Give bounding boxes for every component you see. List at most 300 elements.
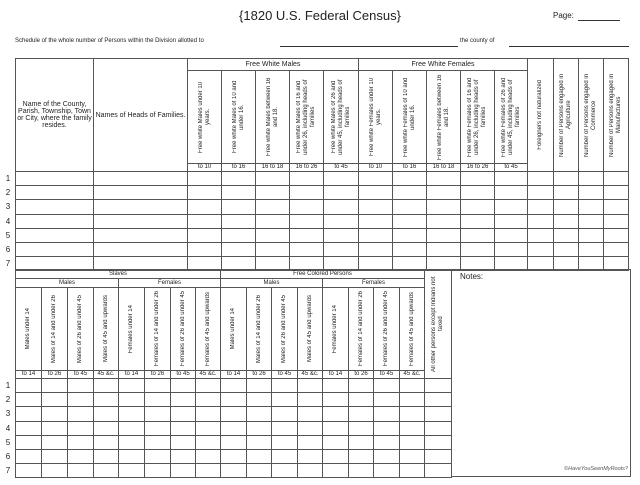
entry-cell[interactable]: [187, 171, 222, 186]
entry-cell[interactable]: [460, 228, 495, 243]
entry-cell[interactable]: [15, 199, 94, 214]
header-slaves-col-text: Females of 26 and under 45: [179, 291, 186, 367]
entry-cell[interactable]: [392, 171, 427, 186]
header-fcp-col: [220, 287, 247, 371]
entry-cell[interactable]: [67, 449, 94, 464]
entry-cell[interactable]: [195, 463, 221, 478]
entry-cell[interactable]: [220, 392, 247, 407]
entry-cell[interactable]: [297, 378, 323, 393]
entry-cell[interactable]: [323, 228, 359, 243]
entry-cell[interactable]: [15, 463, 42, 478]
entry-cell[interactable]: [399, 421, 425, 436]
header-fwm-col: [323, 70, 359, 164]
entry-cell[interactable]: [41, 406, 68, 421]
entry-cell[interactable]: [322, 421, 349, 436]
entry-cell[interactable]: [170, 378, 196, 393]
entry-cell[interactable]: [271, 435, 298, 450]
entry-cell[interactable]: [170, 463, 196, 478]
entry-cell[interactable]: [289, 199, 324, 214]
entry-cell[interactable]: [392, 185, 427, 200]
entry-cell[interactable]: [297, 463, 323, 478]
entry-cell[interactable]: [399, 463, 425, 478]
entry-cell[interactable]: [15, 378, 42, 393]
entry-cell[interactable]: [373, 406, 400, 421]
header-fcp-range-text: to 26: [354, 371, 368, 377]
entry-cell[interactable]: [289, 242, 324, 257]
entry-cell[interactable]: [323, 242, 359, 257]
header-slaves-col-text: Females of 45 and upwards: [204, 291, 211, 367]
entry-cell[interactable]: [41, 392, 68, 407]
entry-cell[interactable]: [221, 242, 256, 257]
entry-cell[interactable]: [67, 392, 94, 407]
entry-cell[interactable]: [348, 392, 374, 407]
entry-cell[interactable]: [246, 449, 272, 464]
entry-cell[interactable]: [578, 185, 604, 200]
entry-cell[interactable]: [578, 199, 604, 214]
entry-cell[interactable]: [494, 185, 528, 200]
header-fwf-col-text: Free white Females between 16 and 18.: [436, 74, 450, 160]
header-fwf-col: [426, 70, 461, 164]
entry-cell[interactable]: [348, 406, 374, 421]
entry-cell[interactable]: [93, 228, 188, 243]
entry-cell[interactable]: [392, 228, 427, 243]
entry-cell[interactable]: [289, 171, 324, 186]
header-slaves-range-text: to 14: [124, 371, 139, 377]
entry-cell[interactable]: [15, 435, 42, 450]
header-fcp-col-text: Females of 45 and upwards: [408, 291, 415, 367]
entry-cell[interactable]: [424, 463, 452, 478]
division-field[interactable]: [280, 38, 458, 47]
header-slaves-col-text: Males of 14 and under 26: [51, 294, 57, 364]
header-place-text: Name of the County, Parish, Township, Town or City, where the family resides.: [17, 101, 92, 129]
entry-cell[interactable]: [426, 228, 461, 243]
header-heads-text: Names of Heads of Families.: [95, 111, 186, 119]
entry-cell[interactable]: [170, 435, 196, 450]
row-number: 2: [5, 188, 11, 198]
entry-cell[interactable]: [41, 421, 68, 436]
entry-cell[interactable]: [297, 421, 323, 436]
entry-cell[interactable]: [255, 185, 290, 200]
entry-cell[interactable]: [553, 171, 579, 186]
entry-cell[interactable]: [271, 406, 298, 421]
header-fcp-col: [297, 287, 323, 371]
entry-cell[interactable]: [297, 435, 323, 450]
entry-cell[interactable]: [322, 392, 349, 407]
entry-cell[interactable]: [358, 228, 393, 243]
entry-cell[interactable]: [187, 242, 222, 257]
entry-cell[interactable]: [67, 406, 94, 421]
entry-cell[interactable]: [494, 214, 528, 229]
entry-cell[interactable]: [220, 406, 247, 421]
header-extra-col-text: Number of Persons engaged in Manufactures: [609, 73, 622, 157]
header-slaves-col: [15, 287, 42, 371]
entry-cell[interactable]: [603, 171, 629, 186]
entry-cell[interactable]: [373, 435, 400, 450]
entry-cell[interactable]: [93, 171, 188, 186]
entry-cell[interactable]: [553, 214, 579, 229]
entry-cell[interactable]: [15, 228, 94, 243]
entry-cell[interactable]: [424, 378, 452, 393]
header-fwf-col-text: Free white Females under 10 years.: [368, 77, 382, 157]
entry-cell[interactable]: [187, 214, 222, 229]
entry-cell[interactable]: [373, 421, 400, 436]
header-fcp-col-text: Males of 45 and upwards: [306, 295, 313, 363]
entry-cell[interactable]: [603, 242, 629, 257]
entry-cell[interactable]: [246, 392, 272, 407]
entry-cell[interactable]: [460, 242, 495, 257]
header-fcp-col-text: Males of 14 and under 26: [255, 294, 262, 364]
entry-cell[interactable]: [426, 214, 461, 229]
header-slaves-col: [41, 287, 68, 371]
header-fcp-col-text: Males of 26 and under 45: [281, 294, 287, 364]
entry-cell[interactable]: [15, 392, 42, 407]
entry-cell[interactable]: [426, 171, 461, 186]
header-fcp-col: [322, 287, 349, 371]
entry-cell[interactable]: [170, 449, 196, 464]
entry-cell[interactable]: [118, 421, 145, 436]
entry-cell[interactable]: [118, 463, 145, 478]
row-number: 5: [5, 437, 11, 447]
header-all-other: [424, 269, 452, 379]
entry-cell[interactable]: [297, 392, 323, 407]
header-place: [15, 58, 94, 172]
entry-cell[interactable]: [297, 406, 323, 421]
header-fwm-col: [221, 70, 256, 164]
header-fcp-col: [373, 287, 400, 371]
header-fcp-range-text: to 26: [252, 371, 266, 377]
entry-cell[interactable]: [15, 421, 42, 436]
entry-cell[interactable]: [15, 406, 42, 421]
entry-cell[interactable]: [93, 185, 188, 200]
header-fwm-col-text: Free white Males of 16 and under 26, including heads of families: [296, 79, 316, 155]
entry-cell[interactable]: [15, 242, 94, 257]
entry-cell[interactable]: [460, 185, 495, 200]
entry-cell[interactable]: [41, 449, 68, 464]
header-heads: [93, 58, 188, 172]
entry-cell[interactable]: [399, 435, 425, 450]
header-free-white-males-text: Free White Males: [245, 61, 301, 68]
header-slaves-col: [195, 287, 221, 371]
header-fwm-range-text: 16 to 26: [295, 164, 318, 170]
entry-cell[interactable]: [399, 449, 425, 464]
entry-cell[interactable]: [527, 199, 554, 214]
entry-cell[interactable]: [271, 463, 298, 478]
header-fwf-col-text: Free white Females of 26 and under 45, including heads of families: [500, 77, 521, 157]
header-fwf-range-text: to 16: [402, 164, 417, 170]
entry-cell[interactable]: [41, 435, 68, 450]
entry-cell[interactable]: [118, 392, 145, 407]
header-slaves-col: [67, 287, 94, 371]
entry-cell[interactable]: [426, 199, 461, 214]
entry-cell[interactable]: [67, 378, 94, 393]
entry-cell[interactable]: [67, 463, 94, 478]
entry-cell[interactable]: [322, 378, 349, 393]
entry-cell[interactable]: [187, 185, 222, 200]
entry-cell[interactable]: [93, 449, 119, 464]
header-slaves-col-text: Females of 14 and under 26: [154, 291, 160, 367]
entry-cell[interactable]: [246, 463, 272, 478]
entry-cell[interactable]: [41, 378, 68, 393]
entry-cell[interactable]: [144, 435, 171, 450]
entry-cell[interactable]: [271, 378, 298, 393]
entry-cell[interactable]: [118, 406, 145, 421]
entry-cell[interactable]: [527, 242, 554, 257]
entry-cell[interactable]: [93, 378, 119, 393]
entry-cell[interactable]: [144, 463, 171, 478]
entry-cell[interactable]: [426, 185, 461, 200]
entry-cell[interactable]: [358, 242, 393, 257]
header-extra-col: [553, 58, 579, 172]
schedule-label: Schedule of the whole number of Persons within the Division allotted to: [15, 38, 204, 44]
entry-cell[interactable]: [460, 214, 495, 229]
entry-cell[interactable]: [424, 421, 452, 436]
header-fwf-col: [358, 70, 393, 164]
entry-cell[interactable]: [170, 406, 196, 421]
header-fwf-range-text: 16 to 26: [466, 164, 489, 170]
entry-cell[interactable]: [373, 378, 400, 393]
entry-cell[interactable]: [392, 242, 427, 257]
entry-cell[interactable]: [603, 228, 629, 243]
entry-cell[interactable]: [118, 449, 145, 464]
entry-cell[interactable]: [460, 199, 495, 214]
entry-cell[interactable]: [220, 378, 247, 393]
header-fwf-range-text: to 10: [368, 164, 383, 170]
header-slaves-range-text: to 26: [150, 371, 165, 377]
entry-cell[interactable]: [392, 199, 427, 214]
entry-cell[interactable]: [221, 214, 256, 229]
row-number: 2: [5, 395, 11, 405]
row-number: 6: [5, 245, 11, 254]
entry-cell[interactable]: [527, 171, 554, 186]
entry-cell[interactable]: [170, 421, 196, 436]
entry-cell[interactable]: [93, 392, 119, 407]
notes-box[interactable]: [451, 269, 631, 477]
entry-cell[interactable]: [67, 421, 94, 436]
entry-cell[interactable]: [373, 463, 400, 478]
entry-cell[interactable]: [322, 406, 349, 421]
entry-cell[interactable]: [426, 242, 461, 257]
entry-cell[interactable]: [424, 435, 452, 450]
header-extra-col: [578, 58, 604, 172]
entry-cell[interactable]: [118, 435, 145, 450]
entry-cell[interactable]: [246, 378, 272, 393]
row-number: 5: [5, 230, 11, 240]
entry-cell[interactable]: [578, 171, 604, 186]
entry-cell[interactable]: [195, 378, 221, 393]
entry-cell[interactable]: [144, 378, 171, 393]
entry-cell[interactable]: [187, 199, 222, 214]
county-label: the county of: [460, 38, 495, 44]
entry-cell[interactable]: [399, 378, 425, 393]
entry-cell[interactable]: [348, 378, 374, 393]
entry-cell[interactable]: [322, 463, 349, 478]
entry-cell[interactable]: [603, 214, 629, 229]
entry-cell[interactable]: [15, 171, 94, 186]
header-fwm-range-text: to 45: [334, 164, 348, 170]
entry-cell[interactable]: [195, 392, 221, 407]
entry-cell[interactable]: [93, 242, 188, 257]
entry-cell[interactable]: [392, 214, 427, 229]
entry-cell[interactable]: [93, 421, 119, 436]
entry-cell[interactable]: [246, 421, 272, 436]
entry-cell[interactable]: [255, 171, 290, 186]
entry-cell[interactable]: [358, 171, 393, 186]
entry-cell[interactable]: [255, 199, 290, 214]
entry-cell[interactable]: [553, 185, 579, 200]
entry-cell[interactable]: [221, 228, 256, 243]
entry-cell[interactable]: [195, 421, 221, 436]
row-number: 7: [5, 259, 11, 269]
entry-cell[interactable]: [221, 185, 256, 200]
entry-cell[interactable]: [494, 228, 528, 243]
header-fcp-range-text: to 14: [328, 371, 343, 377]
entry-cell[interactable]: [603, 185, 629, 200]
entry-cell[interactable]: [527, 214, 554, 229]
entry-cell[interactable]: [348, 449, 374, 464]
page-field[interactable]: [578, 11, 620, 21]
entry-cell[interactable]: [195, 449, 221, 464]
entry-cell[interactable]: [494, 171, 528, 186]
row-number: 6: [5, 452, 11, 461]
entry-cell[interactable]: [578, 228, 604, 243]
entry-cell[interactable]: [553, 199, 579, 214]
header-fwf-col: [460, 70, 495, 164]
entry-cell[interactable]: [144, 406, 171, 421]
entry-cell[interactable]: [271, 421, 298, 436]
entry-cell[interactable]: [220, 449, 247, 464]
entry-cell[interactable]: [424, 406, 452, 421]
header-extra-col: [603, 58, 629, 172]
header-fwm-col: [187, 70, 222, 164]
header-fwf-col: [392, 70, 427, 164]
entry-cell[interactable]: [255, 228, 290, 243]
header-fwm-col-text: Free white Males of 10 and under 16.: [231, 80, 245, 154]
row-number: 3: [5, 409, 11, 419]
header-slaves-col: [170, 287, 196, 371]
header-slaves-text: Slaves: [108, 270, 127, 277]
entry-cell[interactable]: [399, 406, 425, 421]
entry-cell[interactable]: [358, 199, 393, 214]
entry-cell[interactable]: [603, 199, 629, 214]
entry-cell[interactable]: [323, 171, 359, 186]
entry-cell[interactable]: [373, 392, 400, 407]
entry-cell[interactable]: [221, 171, 256, 186]
header-fcp-col: [348, 287, 374, 371]
entry-cell[interactable]: [323, 214, 359, 229]
header-slaves-col: [118, 287, 145, 371]
entry-cell[interactable]: [93, 435, 119, 450]
entry-cell[interactable]: [15, 185, 94, 200]
entry-cell[interactable]: [322, 449, 349, 464]
entry-cell[interactable]: [195, 406, 221, 421]
entry-cell[interactable]: [322, 435, 349, 450]
header-fcp-col: [246, 287, 272, 371]
header-slaves-range-text: 45 &c.: [199, 371, 217, 377]
entry-cell[interactable]: [271, 449, 298, 464]
entry-cell[interactable]: [373, 449, 400, 464]
header-slaves-col: [144, 287, 171, 371]
entry-cell[interactable]: [424, 449, 452, 464]
entry-cell[interactable]: [41, 463, 68, 478]
entry-cell[interactable]: [348, 435, 374, 450]
entry-cell[interactable]: [195, 435, 221, 450]
entry-cell[interactable]: [297, 449, 323, 464]
entry-cell[interactable]: [93, 463, 119, 478]
entry-cell[interactable]: [187, 228, 222, 243]
entry-cell[interactable]: [144, 449, 171, 464]
entry-cell[interactable]: [246, 406, 272, 421]
entry-cell[interactable]: [15, 449, 42, 464]
header-fcp-males-text: Males: [263, 279, 280, 286]
entry-cell[interactable]: [578, 242, 604, 257]
entry-cell[interactable]: [578, 214, 604, 229]
entry-cell[interactable]: [494, 199, 528, 214]
header-fwm-col-text: Free white Males under 10 years.: [197, 81, 211, 153]
entry-cell[interactable]: [93, 199, 188, 214]
entry-cell[interactable]: [323, 185, 359, 200]
header-fcp-col-text: Females of 26 and under 45: [383, 291, 389, 367]
entry-cell[interactable]: [348, 421, 374, 436]
entry-cell[interactable]: [271, 392, 298, 407]
entry-cell[interactable]: [348, 463, 374, 478]
entry-cell[interactable]: [527, 228, 554, 243]
row-number: 7: [5, 466, 11, 476]
entry-cell[interactable]: [460, 171, 495, 186]
entry-cell[interactable]: [255, 242, 290, 257]
entry-cell[interactable]: [221, 199, 256, 214]
entry-cell[interactable]: [15, 214, 94, 229]
header-fwf-range-text: 16 to 18: [432, 164, 455, 170]
header-fcp-col-text: Males under 14: [230, 308, 236, 350]
entry-cell[interactable]: [144, 421, 171, 436]
county-field[interactable]: [509, 38, 629, 47]
entry-cell[interactable]: [93, 214, 188, 229]
entry-cell[interactable]: [358, 185, 393, 200]
header-fcp-range-text: to 45: [379, 371, 394, 377]
entry-cell[interactable]: [553, 228, 579, 243]
entry-cell[interactable]: [220, 435, 247, 450]
entry-cell[interactable]: [424, 392, 452, 407]
header-fwm-col: [255, 70, 290, 164]
entry-cell[interactable]: [118, 378, 145, 393]
entry-cell[interactable]: [255, 214, 290, 229]
entry-cell[interactable]: [93, 406, 119, 421]
entry-cell[interactable]: [144, 392, 171, 407]
entry-cell[interactable]: [323, 199, 359, 214]
entry-cell[interactable]: [289, 185, 324, 200]
entry-cell[interactable]: [527, 185, 554, 200]
entry-cell[interactable]: [358, 214, 393, 229]
entry-cell[interactable]: [399, 392, 425, 407]
header-free-colored-text: Free Colored Persons: [293, 270, 352, 277]
watermark: ©HaveYouSeenMyRoots?: [564, 466, 628, 472]
header-slaves-range-text: to 14: [21, 371, 36, 377]
entry-cell[interactable]: [220, 463, 247, 478]
header-slaves-males-text: Males: [58, 279, 75, 286]
entry-cell[interactable]: [289, 228, 324, 243]
header-extra-col: [527, 58, 554, 172]
entry-cell[interactable]: [220, 421, 247, 436]
entry-cell[interactable]: [553, 242, 579, 257]
header-slaves-col: [93, 287, 119, 371]
entry-cell[interactable]: [494, 242, 528, 257]
row-number: 4: [5, 423, 11, 433]
entry-cell[interactable]: [246, 435, 272, 450]
entry-cell[interactable]: [170, 392, 196, 407]
header-fwf-col-text: Free white Females of 10 and under 16.: [402, 77, 416, 157]
entry-cell[interactable]: [289, 214, 324, 229]
entry-cell[interactable]: [67, 435, 94, 450]
